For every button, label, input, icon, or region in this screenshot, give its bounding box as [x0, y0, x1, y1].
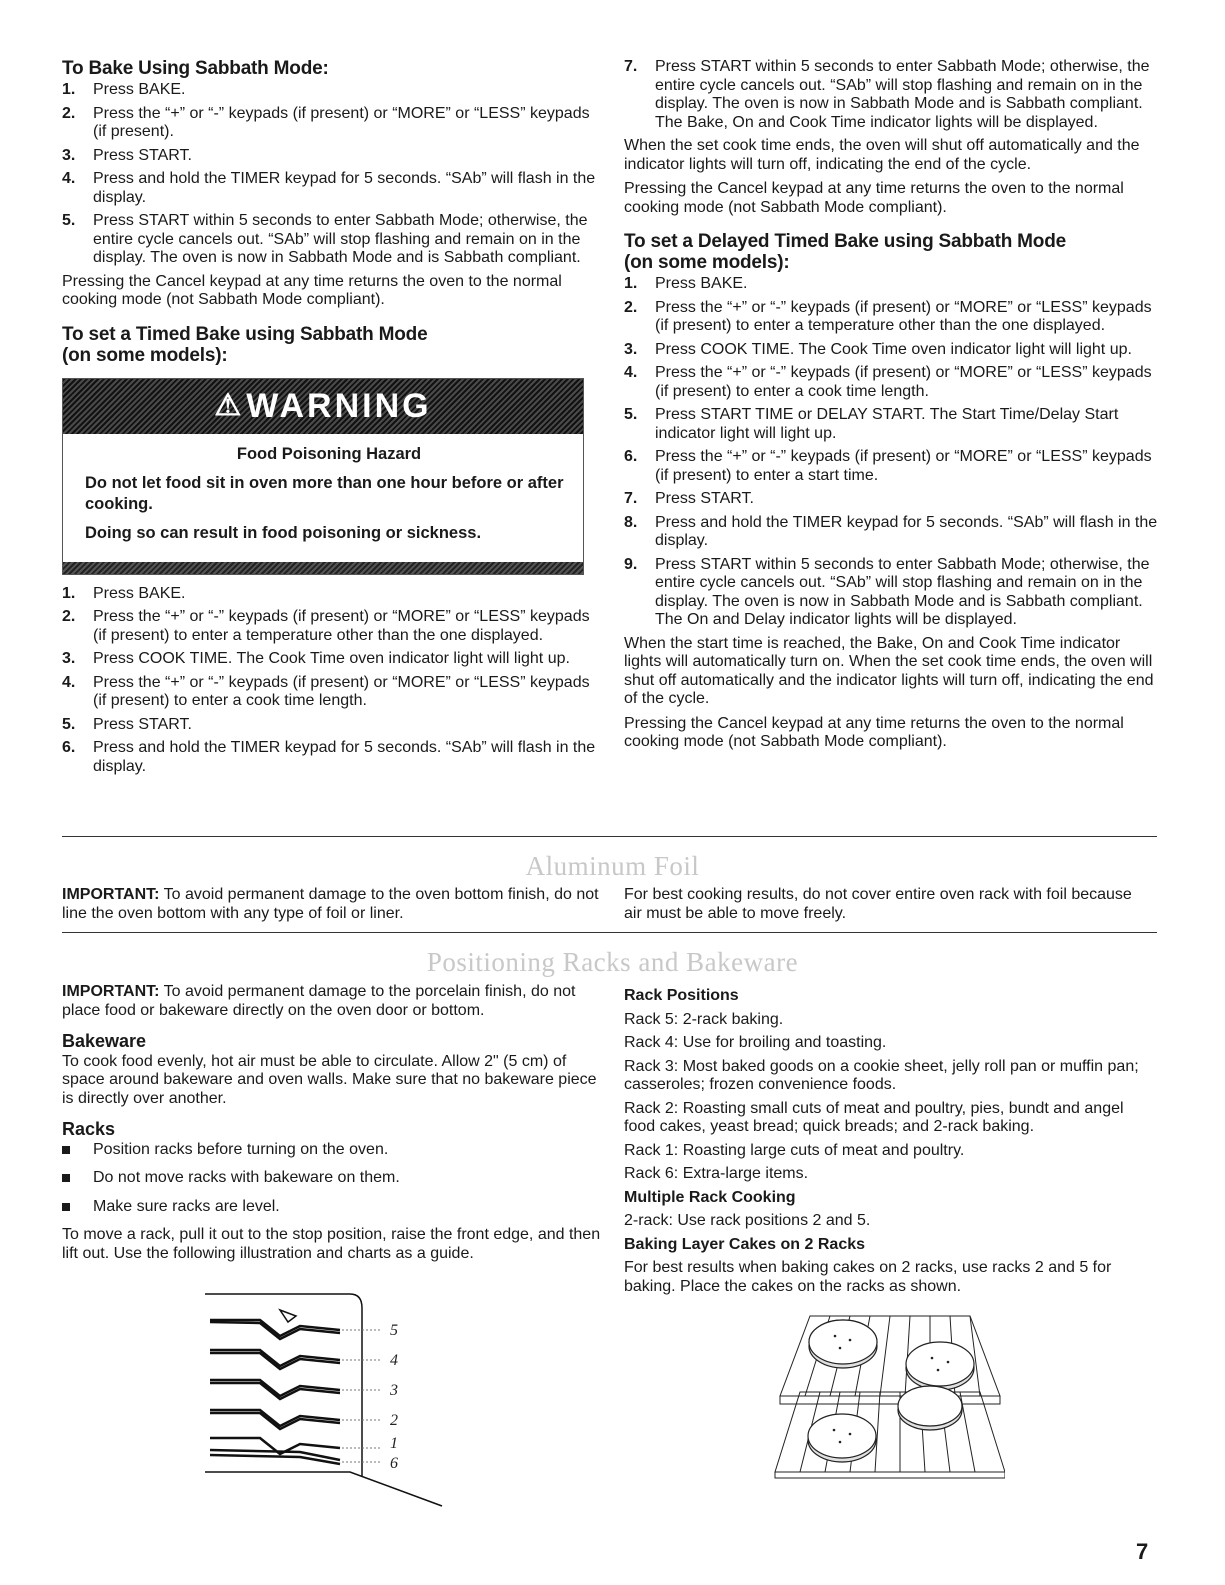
delayed-bake-steps	[624, 275, 1159, 630]
racks-bullet-text: Make sure racks are level.	[93, 1197, 280, 1215]
rack-label-1: 1	[390, 1435, 398, 1452]
step-text: Press START within 5 seconds to enter Sabbath Mode; otherwise, the entire cycle cancels out. “SAb” will stop flashing and remain on in the display. The oven is now in Sabbath Mode and is Sabbath compliant. The Bake, On and Cook Time indicator lights will be displayed.	[655, 58, 1150, 131]
step-number: 1.	[62, 81, 76, 98]
step-number: 5.	[62, 212, 76, 229]
step-text: Press START within 5 seconds to enter Sabbath Mode; otherwise, the entire cycle cancels out. “SAb” will stop flashing and remain on in the display. The oven is now in Sabbath Mode and is Sabbath compliant. The On and Delay indicator lights will be displayed.	[655, 555, 1150, 628]
racks-bullet-text: Position racks before turning on the oven.	[93, 1140, 389, 1158]
bullet-square-icon	[62, 1203, 70, 1211]
step-text: Press BAKE.	[93, 81, 186, 98]
step-text: Press the “+” or “-” keypads (if present) or “MORE” or “LESS” keypads (if present).	[93, 104, 590, 140]
bakeware-text: To cook food evenly, hot air must be able to circulate. Allow 2" (5 cm) of space around bakeware and oven walls. Make sure that no bakeware piece is directly over another.	[62, 1052, 597, 1107]
timed-bake-heading	[62, 324, 602, 366]
step-number: 2.	[624, 298, 638, 316]
racks-heading: Racks	[62, 1119, 116, 1139]
step-number: 2.	[62, 104, 76, 122]
timed-bake-steps	[62, 585, 602, 777]
bake-cancel-note: Pressing the Cancel keypad at any time returns the oven to the normal cooking mode (not Sabbath Mode compliant).	[62, 272, 562, 308]
rack-position-item: Rack 2: Roasting small cuts of meat and poultry, pies, bundt and angel food cakes, yeast bread; quick breads; and 2-rack baking.	[624, 1099, 1124, 1135]
step-item	[62, 650, 602, 669]
foil-right-text: For best cooking results, do not cover entire oven rack with foil because air must be able to move freely.	[624, 886, 1132, 922]
step-item	[624, 58, 1159, 132]
oven-floor-outline	[205, 1472, 442, 1506]
rack-leader-lines	[342, 1330, 380, 1462]
rack-position-item: Rack 6: Extra-large items.	[624, 1165, 809, 1182]
rack-positions-heading: Rack Positions	[624, 987, 739, 1004]
rack-positions-illustration	[200, 1290, 460, 1510]
rack-label-3: 3	[390, 1382, 398, 1399]
step-number: 1.	[62, 584, 76, 602]
bake-sabbath-heading: To Bake Using Sabbath Mode:	[62, 58, 329, 79]
step-item	[624, 448, 1159, 485]
rack-position-item: Rack 4: Use for broiling and toasting.	[624, 1034, 887, 1051]
step-number: 5.	[624, 406, 638, 423]
step-item	[624, 364, 1159, 401]
racks-left-column	[62, 983, 602, 1269]
timed-bake-heading-line1: To set a Timed Bake using Sabbath Mode	[62, 323, 428, 345]
racks-bullets	[62, 1141, 602, 1217]
foil-important-text: To avoid permanent damage to the oven bottom finish, do not line the oven bottom with any type of foil or liner.	[62, 886, 599, 922]
step-item	[62, 170, 602, 207]
warning-line-1: Do not let food sit in oven more than one hour before or after cooking.	[85, 473, 564, 513]
warning-hazard: Food Poisoning Hazard	[236, 444, 422, 463]
delayed-cancel-note: Pressing the Cancel keypad at any time returns the oven to the normal cooking mode (not Sabbath Mode compliant).	[624, 714, 1124, 750]
step-text: Press START.	[93, 715, 192, 733]
right-column-sabbath	[624, 58, 1159, 758]
timed-bake-steps-continued	[624, 58, 1159, 132]
step-item	[624, 556, 1159, 630]
step-text: Press the “+” or “-” keypads (if present) or “MORE” or “LESS” keypads (if present) to enter a cook time length.	[93, 673, 590, 709]
step-item	[62, 608, 602, 645]
step-item	[62, 105, 602, 142]
racks-important-text: To avoid permanent damage to the porcelain finish, do not place food or bakeware directly on the oven door or bottom.	[62, 983, 576, 1019]
rack-label-5: 5	[390, 1322, 398, 1339]
foil-important-label: IMPORTANT:	[62, 886, 160, 903]
step-item	[624, 299, 1159, 336]
step-number: 4.	[62, 673, 76, 691]
step-number: 1.	[624, 275, 638, 292]
step-number: 9.	[624, 555, 638, 573]
racks-right-column	[624, 983, 1154, 1301]
warning-footer-bar	[63, 562, 583, 574]
step-number: 7.	[624, 490, 638, 507]
warning-title: WARNING	[246, 386, 432, 425]
step-number: 7.	[624, 58, 638, 75]
step-text: Press COOK TIME. The Cook Time oven indicator light will light up.	[655, 340, 1132, 358]
delayed-end-note: When the start time is reached, the Bake, On and Cook Time indicator lights will automatically turn on. When the set cook time ends, the oven will shut off automatically and the indicator lights will turn off, indicating the end of the cycle.	[624, 634, 1154, 707]
racks-bullet-text: Do not move racks with bakeware on them.	[93, 1169, 400, 1186]
delayed-heading-line2: (on some models):	[624, 252, 790, 273]
foil-important	[62, 886, 602, 923]
racks-important-label: IMPORTANT:	[62, 983, 160, 1000]
step-text: Press and hold the TIMER keypad for 5 seconds. “SAb” will flash in the display.	[655, 513, 1158, 549]
multiple-rack-heading: Multiple Rack Cooking	[624, 1188, 796, 1206]
step-text: Press BAKE.	[655, 275, 748, 292]
layer-cakes-illustration	[770, 1312, 1005, 1480]
aluminum-foil-title: Aluminum Foil	[525, 851, 700, 881]
step-item	[62, 212, 602, 268]
step-number: 4.	[624, 364, 638, 381]
step-item	[62, 716, 602, 735]
step-text: Press COOK TIME. The Cook Time oven indicator light will light up.	[93, 650, 570, 667]
step-item	[624, 490, 1159, 509]
rack-position-item: Rack 3: Most baked goods on a cookie sheet, jelly roll pan or muffin pan; casseroles; frozen convenience foods.	[624, 1057, 1139, 1093]
bullet-square-icon	[62, 1146, 70, 1154]
step-number: 3.	[62, 146, 76, 164]
section-divider-racks	[62, 932, 1157, 933]
step-item	[624, 406, 1159, 443]
positioning-racks-title: Positioning Racks and Bakeware	[426, 947, 799, 977]
step-text: Press the “+” or “-” keypads (if present) or “MORE” or “LESS” keypads (if present) to enter a temperature other than the one displayed.	[93, 608, 590, 644]
step-number: 5.	[62, 715, 76, 733]
rack-stop-icon	[280, 1310, 296, 1322]
rack-lines	[210, 1320, 340, 1464]
delayed-bake-heading	[624, 231, 1159, 273]
layer-cakes-text: For best results when baking cakes on 2 racks, use racks 2 and 5 for baking. Place the cakes on the racks as shown.	[624, 1259, 1112, 1295]
layer-cakes-heading: Baking Layer Cakes on 2 Racks	[624, 1235, 866, 1253]
page-number: 7	[1136, 1539, 1149, 1564]
step-text: Press START TIME or DELAY START. The Start Time/Delay Start indicator light will light up.	[655, 406, 1119, 442]
step-item	[624, 275, 1159, 294]
racks-bullet	[62, 1169, 602, 1188]
step-item	[62, 81, 602, 100]
step-text: Press the “+” or “-” keypads (if present) or “MORE” or “LESS” keypads (if present) to enter a cook time length.	[655, 364, 1152, 400]
cake-bottom-right	[898, 1386, 962, 1426]
section-divider-foil	[62, 836, 1157, 837]
step-item	[62, 739, 602, 776]
bakeware-heading: Bakeware	[62, 1031, 147, 1051]
warning-line-2: Doing so can result in food poisoning or sickness.	[85, 523, 482, 542]
rack-label-2: 2	[390, 1412, 398, 1429]
bullet-square-icon	[62, 1174, 70, 1182]
step-number: 6.	[62, 739, 76, 756]
move-rack-text: To move a rack, pull it out to the stop position, raise the front edge, and then lift out. Use the following illustration and charts as a guide.	[62, 1226, 601, 1262]
step-text: Press the “+” or “-” keypads (if present) or “MORE” or “LESS” keypads (if present) to enter a temperature other than the one displayed.	[655, 298, 1152, 334]
timed-bake-heading-line2: (on some models):	[62, 344, 228, 366]
racks-bullet	[62, 1198, 602, 1217]
step-number: 8.	[624, 513, 638, 531]
step-text: Press the “+” or “-” keypads (if present) or “MORE” or “LESS” keypads (if present) to enter a start time.	[655, 448, 1152, 484]
warning-header	[63, 379, 583, 434]
racks-important	[62, 983, 602, 1020]
step-number: 2.	[62, 608, 76, 625]
left-column-sabbath	[62, 58, 602, 781]
cake-bottom-left	[808, 1414, 876, 1458]
step-text: Press START.	[655, 490, 754, 507]
step-item	[624, 341, 1159, 360]
step-number: 3.	[62, 650, 76, 667]
rack-position-item: Rack 1: Roasting large cuts of meat and poultry.	[624, 1141, 965, 1159]
multiple-rack-text: 2-rack: Use rack positions 2 and 5.	[624, 1212, 871, 1229]
step-number: 6.	[624, 448, 638, 465]
step-text: Press START within 5 seconds to enter Sabbath Mode; otherwise, the entire cycle cancels out. “SAb” will stop flashing and remain on in the display. The oven is now in Sabbath Mode and is Sabbath compliant.	[93, 212, 588, 266]
step-number: 3.	[624, 340, 638, 358]
timed-cancel-note: Pressing the Cancel keypad at any time returns the oven to the normal cooking mode (not Sabbath Mode compliant).	[624, 180, 1124, 216]
warning-body	[63, 434, 583, 562]
delayed-heading-line1: To set a Delayed Timed Bake using Sabbath Mode	[624, 231, 1066, 252]
step-item	[62, 674, 602, 711]
rack-label-6: 6	[390, 1455, 398, 1472]
timed-end-note: When the set cook time ends, the oven will shut off automatically and the indicator lights will turn off, indicating the end of the cycle.	[624, 137, 1140, 173]
cake-top-right	[906, 1342, 974, 1386]
step-text: Press and hold the TIMER keypad for 5 seconds. “SAb” will flash in the display.	[93, 170, 596, 206]
step-item	[624, 514, 1159, 551]
step-text: Press and hold the TIMER keypad for 5 seconds. “SAb” will flash in the display.	[93, 739, 596, 775]
step-text: Press BAKE.	[93, 584, 186, 602]
warning-box	[62, 378, 584, 575]
warning-triangle-icon: ⚠	[214, 388, 245, 422]
racks-bullet	[62, 1141, 602, 1160]
rack-label-4: 4	[390, 1352, 398, 1369]
bake-sabbath-steps	[62, 81, 602, 268]
cakes	[808, 1320, 974, 1462]
rack-position-item: Rack 5: 2-rack baking.	[624, 1010, 784, 1028]
step-text: Press START.	[93, 146, 192, 164]
step-item	[62, 585, 602, 604]
step-number: 4.	[62, 170, 76, 187]
step-item	[62, 147, 602, 166]
